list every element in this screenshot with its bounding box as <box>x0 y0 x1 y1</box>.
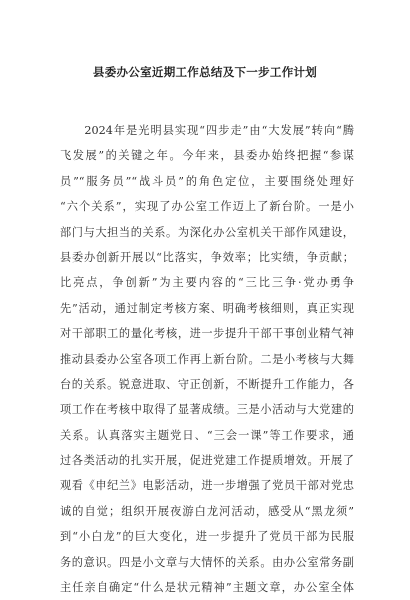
body-line: 飞发展”的关键之年。今年来，县委办始终把握“参谋 <box>60 149 354 163</box>
document-body <box>60 118 354 600</box>
body-line: 观看《申纪兰》电影活动，进一步增强了党员干部对党忠 <box>60 479 354 493</box>
body-line: 过各类活动的扎实开展，促进党建工作提质增效。开展了 <box>60 454 354 468</box>
body-line: 对干部职工的量化考核，进一步提升干部干事创业精气神 <box>60 327 354 341</box>
body-line: 到“小白龙”的巨大变化，进一步提升了党员干部为民服 <box>60 530 354 544</box>
body-line: 诚的自觉；组织开展夜游白龙河活动，感受从“黑龙须” <box>60 504 354 518</box>
body-line: 2024年是光明县实现“四步走”由“大发展”转向“腾 <box>60 124 354 137</box>
body-line: 主任亲自确定“什么是状元精神”主题文章，办公室全体 <box>60 581 354 595</box>
body-line: “六个关系”，实现了办公室工作迈上了新台阶。一是小 <box>60 200 354 214</box>
body-line: 部门与大担当的关系。为深化办公室机关干部作风建设， <box>60 225 354 239</box>
body-line: 项工作在考核中取得了显著成绩。三是小活动与大党建的 <box>60 403 354 417</box>
body-line: 员”“服务员”“战斗员”的角色定位，主要围绕处理好 <box>60 174 354 188</box>
body-line: 台的关系。锐意进取、守正创新，不断提升工作能力，各 <box>60 377 354 391</box>
body-line: 比亮点，争创新”为主要内容的“三比三争·党办勇争 <box>60 276 354 290</box>
document-title: 县委办公室近期工作总结及下一步工作计划 <box>92 65 318 79</box>
body-line: 关系。认真落实主题党日、“三会一课”等工作要求，通 <box>60 428 354 442</box>
body-line: 先”活动，通过制定考核方案、明确考核细则，真正实现 <box>60 301 354 315</box>
body-line: 推动县委办公室各项工作再上新台阶。二是小考核与大舞 <box>60 352 354 366</box>
body-line: 县委办创新开展以“比落实，争效率；比实绩，争贡献； <box>60 250 354 264</box>
body-line: 务的意识。四是小文章与大情怀的关系。由办公室常务副 <box>60 555 354 569</box>
